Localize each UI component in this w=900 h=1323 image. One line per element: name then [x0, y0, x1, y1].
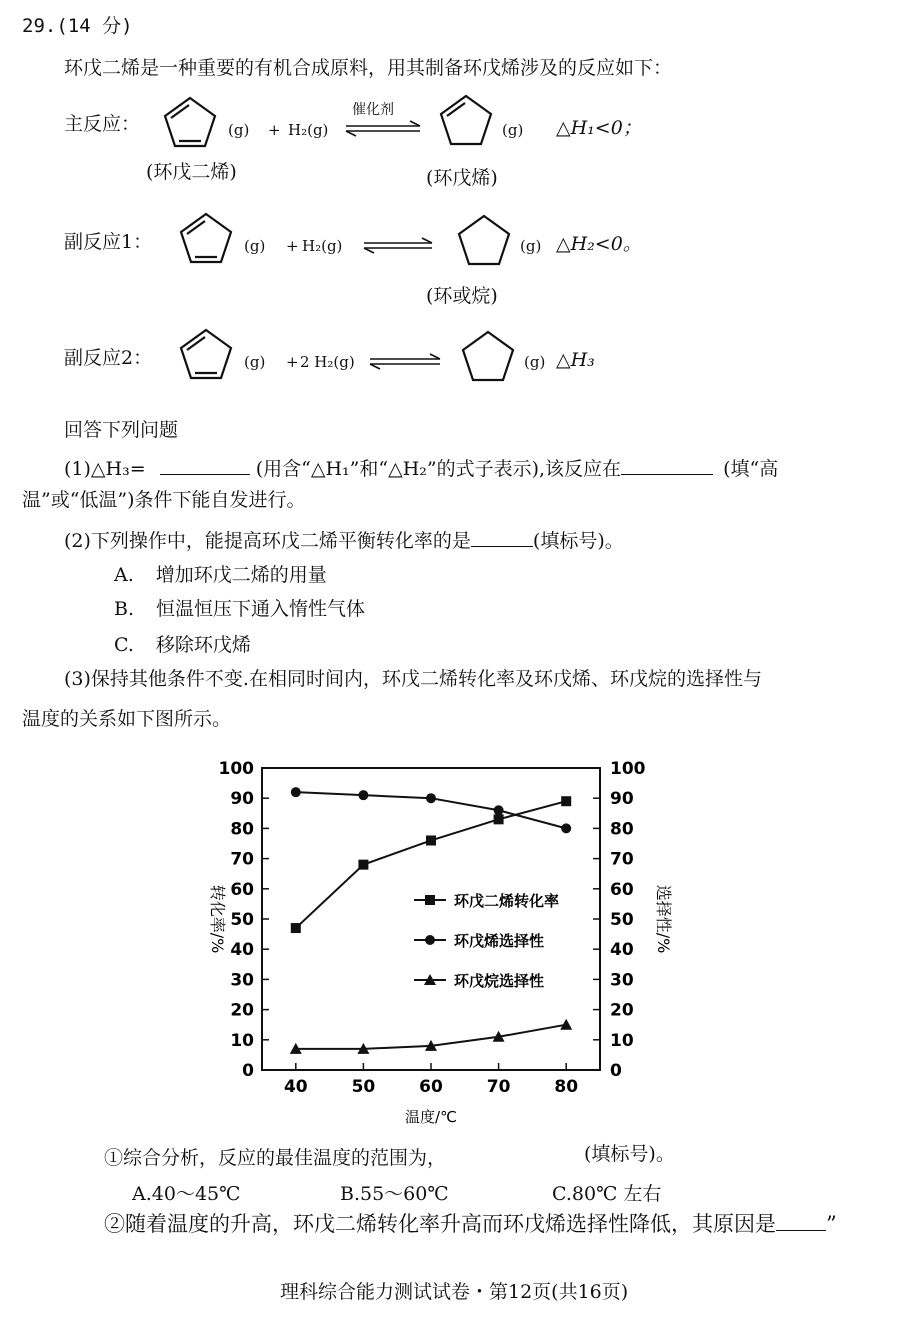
enthalpy-change: △H₃: [556, 349, 595, 371]
sub1-tail: (填标号)。: [584, 1143, 675, 1165]
question-score: (14 分): [56, 15, 133, 37]
answer-blank[interactable]: [621, 456, 713, 475]
sub-question-1: [64, 456, 778, 481]
option-letter: A.: [114, 564, 134, 586]
hydrogen-reagent: 2 H₂(g): [300, 353, 355, 371]
x-tick-label: 70: [486, 1077, 511, 1097]
y-tick-label-left: 20: [230, 1000, 254, 1021]
y-tick-label-left: 100: [218, 759, 254, 779]
q1-text-d: 温”或“低温”)条件下能自发进行。: [22, 489, 306, 511]
y-tick-label-right: 90: [610, 789, 634, 810]
reaction-side2-label: 副反应2：: [64, 347, 153, 369]
reactant-state: (g): [244, 237, 266, 255]
reaction-main-label: 主反应：: [64, 113, 141, 135]
plus-sign: +: [286, 353, 299, 371]
y-tick-label-left: 10: [230, 1030, 254, 1051]
y-tick-label-left: 40: [230, 940, 254, 961]
option-text: 恒温恒压下通入惰性气体: [156, 598, 366, 620]
reactant-state: (g): [244, 353, 266, 371]
y-tick-label-right: 50: [610, 910, 634, 930]
y-tick-label-left: 80: [230, 819, 254, 840]
answer-blank[interactable]: [160, 456, 250, 475]
q2-option-a: [114, 563, 327, 587]
data-point: [561, 796, 571, 806]
y-tick-label-right: 20: [610, 1000, 634, 1021]
hydrogen-reagent: H₂(g): [288, 121, 329, 139]
answer-prompt: 回答下列问题: [64, 419, 179, 441]
option-letter: B.: [114, 598, 135, 620]
data-point: [425, 895, 435, 905]
page-footer: 理科综合能力测试试卷・第12页(共16页): [280, 1281, 629, 1303]
sub2-end: ”: [826, 1212, 837, 1236]
q1-text-a: (1)△H₃=: [64, 458, 146, 480]
temperature-chart: [0, 740, 900, 1140]
sub-question-3-1: [104, 1146, 446, 1170]
answer-blank[interactable]: [471, 528, 533, 547]
x-tick-label: 50: [351, 1077, 376, 1097]
data-point: [561, 823, 571, 833]
reaction-side1-label: 副反应1：: [64, 231, 153, 253]
y-tick-label-right: 10: [610, 1030, 634, 1051]
question-number: 29.: [22, 15, 57, 37]
cyclopentadiene-structure: [181, 214, 231, 262]
x-axis-label: 温度/℃: [405, 1108, 457, 1126]
y-tick-label-left: 90: [230, 789, 254, 810]
product-name: (环戊烯): [426, 167, 498, 189]
q1-text-b: (用含“△H₁”和“△H₂”的式子表示),该反应在: [255, 458, 622, 480]
catalyst-label: 催化剂: [352, 102, 394, 118]
y-tick-label-left: 60: [230, 879, 254, 900]
sub1-option-c: C.80℃ 左右: [552, 1183, 662, 1205]
data-point: [560, 1019, 572, 1030]
q3-line2: 温度的关系如下图所示。: [22, 708, 232, 730]
sub1-option-a: A.40～45℃: [132, 1183, 241, 1205]
product-name: (环或烷): [426, 285, 498, 307]
cyclopentane-structure: [463, 332, 513, 380]
data-point: [425, 935, 435, 945]
equilibrium-arrow: [364, 238, 432, 253]
q2-tail: (填标号)。: [532, 530, 624, 552]
q3-line1: (3)保持其他条件不变.在相同时间内，环戊二烯转化率及环戊烯、环戊烷的选择性与: [64, 668, 762, 690]
x-tick-label: 80: [554, 1077, 579, 1097]
option-letter: C.: [114, 634, 134, 656]
product-state: (g): [502, 121, 524, 139]
option-text: 移除环戊烯: [155, 634, 251, 656]
y-tick-label-left: 0: [242, 1061, 254, 1081]
question-intro: 环戊二烯是一种重要的有机合成原料，用其制备环戊烯涉及的反应如下：: [64, 57, 673, 79]
sub1-text: ①综合分析，反应的最佳温度的范围为，: [104, 1147, 447, 1169]
data-point: [494, 805, 504, 815]
q1-text-c: (填“高: [723, 458, 779, 480]
q2-text: (2)下列操作中，能提高环戊二烯平衡转化率的是: [64, 530, 471, 552]
equilibrium-arrow: [370, 354, 440, 369]
y-axis-label-left: 转化率/%: [208, 884, 227, 954]
cyclopentadiene-structure: [165, 98, 215, 146]
data-point: [494, 814, 504, 824]
q2-option-c: [114, 633, 251, 657]
cyclopentane-structure: [459, 216, 509, 264]
hydrogen-reagent: H₂(g): [302, 237, 343, 255]
x-tick-label: 40: [283, 1077, 308, 1097]
y-tick-label-right: 70: [610, 849, 634, 870]
q2-option-b: [114, 597, 365, 621]
data-point: [426, 835, 436, 845]
equilibrium-arrow: [346, 121, 420, 136]
sub1-option-b: B.55～60℃: [340, 1183, 449, 1205]
product-state: (g): [524, 353, 546, 371]
y-tick-label-right: 30: [610, 970, 634, 991]
reactant-name: (环戊二烯): [146, 161, 237, 183]
data-point: [358, 860, 368, 870]
legend-label: 环戊二烯转化率: [454, 892, 560, 910]
enthalpy-change: △H₁<0；: [556, 117, 642, 139]
answer-blank[interactable]: [776, 1210, 826, 1231]
product-state: (g): [520, 237, 542, 255]
data-point: [291, 923, 301, 933]
y-tick-label-right: 80: [610, 819, 634, 840]
plus-sign: +: [286, 237, 299, 255]
y-tick-label-right: 100: [610, 759, 646, 779]
x-tick-label: 60: [419, 1077, 443, 1097]
y-tick-label-left: 70: [230, 849, 254, 870]
data-point: [358, 790, 368, 800]
y-tick-label-right: 60: [610, 879, 634, 900]
data-point: [426, 793, 436, 803]
data-point: [291, 787, 301, 797]
y-axis-label-right: 选择性/%: [654, 884, 673, 954]
sub-question-2: [64, 528, 624, 553]
enthalpy-change: △H₂<0。: [556, 233, 642, 255]
legend-label: 环戊烷选择性: [454, 972, 545, 990]
plot-frame: [262, 768, 600, 1070]
sub-question-3-2: [104, 1210, 837, 1238]
cyclopentadiene-structure: [181, 330, 231, 378]
option-text: 增加环戊二烯的用量: [155, 564, 327, 586]
plus-sign: +: [268, 121, 281, 139]
y-tick-label-left: 50: [230, 910, 254, 930]
sub2-text: ②随着温度的升高，环戊二烯转化率升高而环戊烯选择性降低，其原因是: [104, 1212, 776, 1236]
legend-label: 环戊烯选择性: [454, 932, 545, 950]
cyclopentene-structure: [441, 96, 491, 144]
y-tick-label-right: 40: [610, 940, 634, 961]
y-tick-label-left: 30: [230, 970, 254, 991]
y-tick-label-right: 0: [610, 1061, 622, 1081]
reactant-state: (g): [228, 121, 250, 139]
